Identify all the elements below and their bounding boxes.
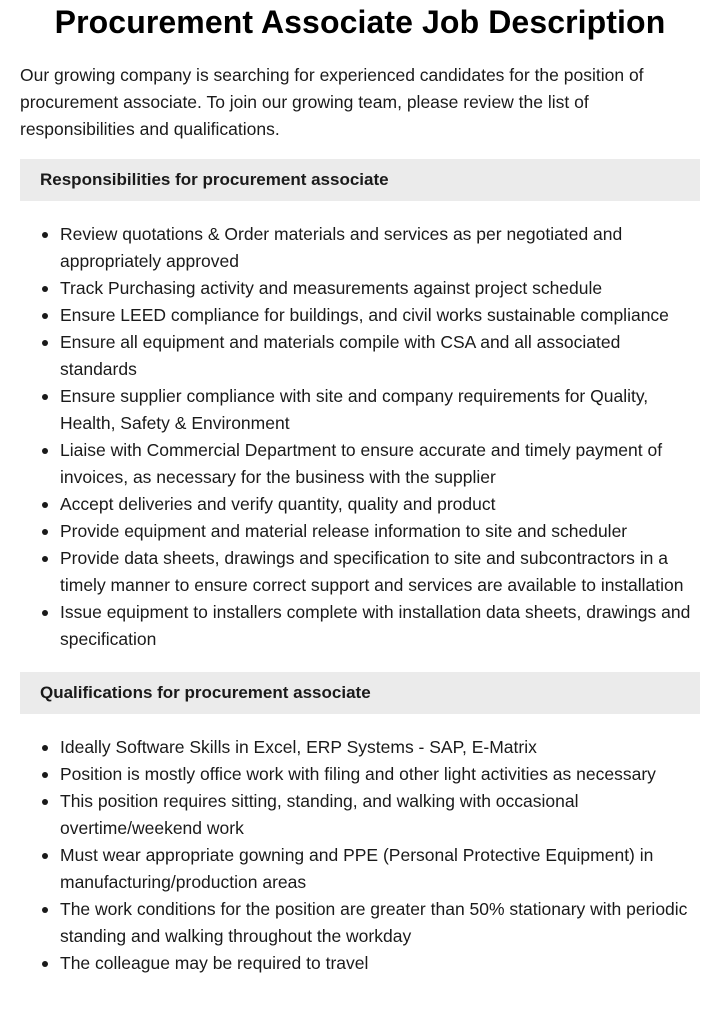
list-item — [20, 734, 700, 761]
qualifications-header — [20, 672, 700, 714]
bullet-icon — [42, 556, 48, 562]
qualifications-heading: Qualifications for procurement associate — [40, 683, 371, 702]
list-item — [20, 302, 700, 329]
list-item — [20, 491, 700, 518]
list-item-text: Position is mostly office work with filing and other light activities as necessary — [60, 764, 656, 784]
bullet-icon — [42, 745, 48, 751]
list-item-text: Accept deliveries and verify quantity, quality and product — [60, 494, 496, 514]
page-title: Procurement Associate Job Description — [54, 4, 666, 40]
bullet-icon — [42, 286, 48, 292]
list-item — [20, 599, 700, 653]
list-item-text: Provide equipment and material release information to site and scheduler — [60, 521, 628, 541]
bullet-icon — [42, 961, 48, 967]
list-item-text: Review quotations & Order materials and services as per negotiated and appropriately approved — [60, 224, 623, 271]
list-item — [20, 221, 700, 275]
qualifications-list — [20, 734, 700, 977]
list-item — [20, 761, 700, 788]
list-item-text: Issue equipment to installers complete with installation data sheets, drawings and specification — [60, 602, 691, 649]
list-item-text: Track Purchasing activity and measurements against project schedule — [60, 278, 603, 298]
bullet-icon — [42, 394, 48, 400]
bullet-icon — [42, 232, 48, 238]
list-item — [20, 842, 700, 896]
bullet-icon — [42, 313, 48, 319]
bullet-icon — [42, 340, 48, 346]
list-item-text: Ensure all equipment and materials compile with CSA and all associated standards — [60, 332, 621, 379]
list-item — [20, 788, 700, 842]
list-item — [20, 896, 700, 950]
intro-paragraph: Our growing company is searching for experienced candidates for the position of procurement associate. To join our growing team, please review the list of responsibilities and qualifications. — [20, 65, 644, 139]
responsibilities-list — [20, 221, 700, 653]
bullet-icon — [42, 799, 48, 805]
bullet-icon — [42, 853, 48, 859]
list-item-text: The work conditions for the position are greater than 50% stationary with periodic standing and walking throughout the workday — [60, 899, 688, 946]
list-item-text: Liaise with Commercial Department to ensure accurate and timely payment of invoices, as necessary for the business with the supplier — [60, 440, 663, 487]
list-item — [20, 950, 700, 977]
list-item — [20, 545, 700, 599]
list-item — [20, 518, 700, 545]
list-item-text: Provide data sheets, drawings and specification to site and subcontractors in a timely manner to ensure correct support and services are available to installation — [60, 548, 684, 595]
bullet-icon — [42, 448, 48, 454]
bullet-icon — [42, 529, 48, 535]
list-item-text: The colleague may be required to travel — [60, 953, 369, 973]
list-item — [20, 275, 700, 302]
list-item-text: Must wear appropriate gowning and PPE (Personal Protective Equipment) in manufacturing/production areas — [60, 845, 654, 892]
list-item — [20, 383, 700, 437]
bullet-icon — [42, 907, 48, 913]
list-item-text: Ensure LEED compliance for buildings, and civil works sustainable compliance — [60, 305, 669, 325]
list-item-text: This position requires sitting, standing, and walking with occasional overtime/weekend work — [60, 791, 579, 838]
list-item-text: Ideally Software Skills in Excel, ERP Systems - SAP, E-Matrix — [60, 737, 537, 757]
bullet-icon — [42, 502, 48, 508]
responsibilities-heading: Responsibilities for procurement associate — [40, 170, 389, 189]
responsibilities-header — [20, 159, 700, 201]
list-item — [20, 437, 700, 491]
bullet-icon — [42, 772, 48, 778]
bullet-icon — [42, 610, 48, 616]
list-item — [20, 329, 700, 383]
list-item-text: Ensure supplier compliance with site and company requirements for Quality, Health, Safety & Environment — [60, 386, 649, 433]
